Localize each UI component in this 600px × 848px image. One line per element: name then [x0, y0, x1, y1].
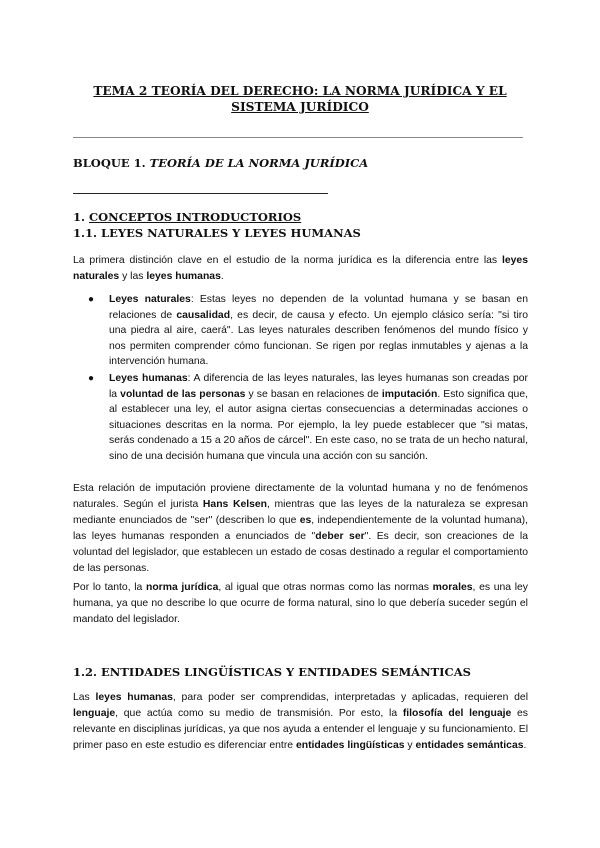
text-run: Esta relación de imputación proviene directamente de la voluntad humana y no de fenómenos naturales. Según el jurista [73, 483, 528, 510]
document-title: TEMA 2 TEORÍA DEL DERECHO: LA NORMA JURÍDICA Y EL SISTEMA JURÍDICO [93, 84, 507, 114]
text-run: , mientras que las leyes de la naturaleza se expresan mediante enunciados de "ser" (describen lo que [73, 499, 528, 526]
paragraph-intro [73, 253, 528, 285]
section-1-heading [73, 210, 301, 225]
text-run: y se basan en relaciones de [245, 388, 382, 400]
section-1-name: CONCEPTOS INTRODUCTORIOS [89, 210, 302, 224]
text-run: . Esto significa que, al establecer una ley, el autor asigna ciertas consecuencias a determinadas acciones o situaciones descritas en la norma. Por ejemplo, la ley puede establecer que "si matas, serás condenado a 15 a 20 años de cárcel". En este caso, no se trata de un hecho natural, sino de una decisión humana que vincula una acción con su sanción. [109, 388, 528, 462]
bold-term: leyes naturales [73, 255, 528, 282]
text-run: , es una ley humana, ya que no describe lo que ocurre de forma natural, sino lo que debería suceder según el mandato del legislador. [73, 582, 528, 625]
text-run: . [220, 271, 224, 282]
bold-term: es [299, 515, 312, 526]
text-run: La primera distinción clave en el estudio de la norma jurídica es la diferencia entre las [73, 255, 502, 266]
text-run: , independientemente de la voluntad humana), las leyes humanas responden a enunciados de " [73, 515, 528, 542]
bullet-leyes-humanas [73, 371, 528, 465]
bold-term: deber ser [315, 531, 365, 542]
text-run: . [523, 740, 527, 751]
text-run: ". Es decir, son creaciones de la voluntad del legislador, que establecen un estado de cosas destinado a regular el comportamiento de las personas. [73, 531, 528, 574]
bullet-icon: ● [88, 294, 95, 305]
text-run: , es decir, de causa y efecto. Un ejemplo clásico sería: "si tiro una piedra al aire, caerá". Las leyes naturales describen fenómenos del mundo físico y nos permiten comprender cómo funcionan. Se rigen por reglas inmutables y ajenas a la intervención humana. [109, 309, 528, 368]
bold-term: entidades lingüísticas [295, 740, 405, 751]
bullet-label: Leyes humanas [109, 372, 188, 384]
paragraph-imputacion [73, 481, 528, 577]
bold-term: causalidad [176, 309, 231, 321]
bold-term: lenguaje [73, 708, 116, 719]
title-divider [73, 137, 523, 138]
paragraph-norma-juridica [73, 580, 528, 628]
laws-bullet-list [73, 292, 528, 465]
bullet-icon: ● [88, 372, 95, 384]
bold-term: voluntad de las personas [120, 388, 246, 400]
bold-term: entidades semánticas [415, 740, 524, 751]
bold-term: filosofía del lenguaje [402, 708, 512, 719]
section-1-1-heading: 1.1. LEYES NATURALES Y LEYES HUMANAS [73, 226, 361, 240]
text-run: , al igual que otras normas como las normas [218, 582, 433, 593]
bullet-leyes-naturales [73, 292, 528, 370]
block-divider [73, 193, 328, 194]
bold-term: leyes humanas [95, 692, 173, 703]
bold-term: norma jurídica [145, 582, 219, 593]
text-run: , que actúa como su medio de transmisión. Por esto, la [115, 708, 403, 719]
text-run: es relevante en disciplinas jurídicas, ya que nos ayuda a entender el lenguaje y su funcionamiento. El primer paso en este estudio es diferenciar entre [73, 708, 528, 751]
text-run: y [404, 740, 416, 751]
bold-term: morales [432, 582, 473, 593]
text-run: , para poder ser comprendidas, interpretadas y aplicadas, requieren del [172, 692, 528, 703]
text-run: Por lo tanto, la [73, 582, 146, 593]
text-run: : A diferencia de las leyes naturales, las leyes humanas son creadas por la [109, 372, 528, 400]
block-heading [73, 156, 368, 170]
block-name: TEORÍA DE LA NORMA JURÍDICA [149, 156, 369, 170]
bold-term: imputación [381, 388, 438, 400]
section-1-number: 1. [73, 210, 90, 224]
text-run: y las [119, 271, 147, 282]
bold-term: Hans Kelsen [202, 499, 268, 510]
bold-term: leyes humanas [146, 271, 221, 282]
block-prefix: BLOQUE 1. [73, 156, 150, 170]
text-run: : Estas leyes no dependen de la voluntad humana y se basan en relaciones de [109, 294, 528, 321]
bullet-label: Leyes naturales [109, 294, 191, 305]
text-run: Las [73, 692, 96, 703]
section-1-2-heading: 1.2. ENTIDADES LINGÜÍSTICAS Y ENTIDADES SEMÁNTICAS [73, 665, 471, 679]
paragraph-lenguaje [73, 690, 528, 754]
